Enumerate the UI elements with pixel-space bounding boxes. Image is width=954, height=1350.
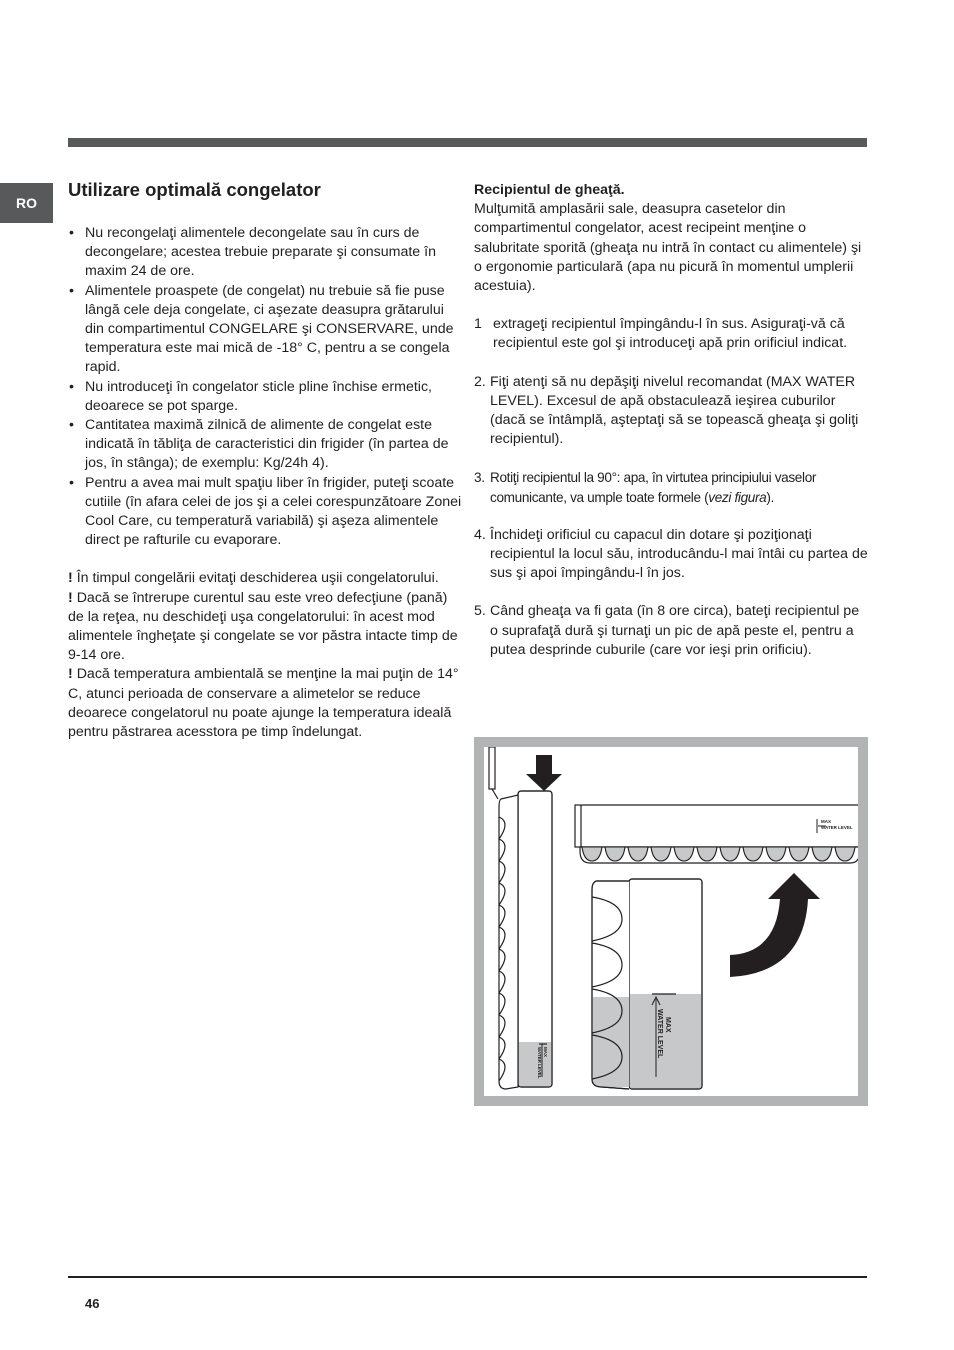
subsection-title: Recipientul de gheaţă.	[474, 182, 625, 198]
bottom-rule	[68, 1276, 867, 1278]
warnings-block	[68, 569, 463, 742]
right-column	[474, 181, 870, 660]
list-item: • Nu introduceţi în congelator sticle pline închise ermetic, deoarece se pot sparge.	[68, 378, 463, 416]
warning-mark: !	[68, 589, 73, 606]
water-level-label-horizontal: WATER LEVEL	[821, 825, 853, 830]
vertical-tray-large	[592, 879, 702, 1089]
step-3	[474, 468, 870, 506]
language-tab: RO	[0, 183, 53, 223]
step-text: Închideţi orificiul cu capacul din dotare şi poziţionaţi recipientul la locul său, introducându-l mai întâi cu partea de sus şi apoi împingându-l în jos.	[490, 526, 868, 582]
step-text: extrageţi recipientul împingându-l în sus. Asiguraţi-vă că recipientul este gol şi introduceţi apă prin orificiul indicat.	[493, 316, 848, 352]
warning-mark: !	[68, 666, 73, 683]
ice-tray-illustration	[484, 747, 858, 1096]
step-2	[474, 373, 870, 450]
figure-reference: vezi figura	[708, 489, 767, 505]
water-level-label-large: WATER LEVEL	[656, 1009, 663, 1059]
list-item: • Alimentele proaspete (de congelat) nu trebuie să fie puse lângă cele deja congelate, ci aşezate deasupra grătarului din compartimentul CONGELARE şi CONSERVARE, unde temperatura este mai mică de -18° C, pentru a se congela rapid.	[68, 282, 463, 378]
step-number: 4.	[474, 526, 486, 543]
max-label-large: MAX	[664, 1017, 671, 1033]
step-1	[474, 315, 870, 353]
warning-note: ! În timpul congelării evitaţi deschiderea uşii congelatorului.	[68, 570, 439, 587]
step-5	[474, 602, 870, 660]
max-label-horizontal: MAX	[821, 819, 831, 824]
top-rule	[68, 138, 867, 147]
intro-paragraph: Mulţumită amplasării sale, deasupra casetelor din compartimentul congelator, acest recipeint menţine o salubritate sporită (gheaţa nu intră în contact cu alimentele) şi o ergonomie particulară (apa nu picură în momentul umplerii acestuia).	[474, 201, 862, 295]
max-label-small: MAX	[543, 1047, 548, 1057]
step-text: Rotiţi recipientul la 90°: apa, în virtutea principiului vaselor comunicante, va umple toate formele (vezi figura).	[490, 470, 817, 505]
water-level-label-small: WATER LEVEL	[537, 1047, 542, 1079]
page-number: 46	[85, 1296, 100, 1311]
step-number: 3.	[474, 470, 485, 486]
list-item: • Nu recongelaţi alimentele decongelate sau în curs de decongelare; acestea trebuie preparate şi consumate în maxim 24 de ore.	[68, 224, 463, 282]
figure-canvas	[484, 747, 858, 1096]
warning-note: ! Dacă se întrerupe curentul sau este vreo defecţiune (pană) de la reţea, nu deschideţi uşa congelatorului: în acest mod alimentele îngheţate şi congelate se vor păstra intacte timp de 9-14 ore.	[68, 589, 458, 664]
tips-list	[68, 224, 463, 550]
list-item: • Cantitatea maximă zilnică de alimente de congelat este indicată în tăbliţa de caracteristici din frigider (în partea de jos, în stânga); de exemplu: Kg/24h 4).	[68, 416, 463, 474]
left-column	[68, 178, 463, 742]
warning-note: ! Dacă temperatura ambientală se menţine la mai puţin de 14° C, atunci perioada de conservare a alimetelor se reduce deoarece congelatorul nu poate ajunge la temperatura ideală pentru păstrarea acesstora pe timp îndelungat.	[68, 666, 459, 741]
ice-tray-figure	[474, 737, 868, 1106]
step-text: Când gheaţa va fi gata (în 8 ore circa), bateţi recipientul pe o suprafaţă dură şi turnaţi un pic de apă peste el, pentru a putea desprinde cuburile (care vor ieşi prin orificiu).	[490, 603, 860, 658]
vertical-tray-left	[489, 747, 552, 1089]
step-number: 1	[474, 316, 482, 333]
step-text: Fiţi atenţi să nu depăşiţi nivelul recomandat (MAX WATER LEVEL). Excesul de apă obstaculează ieşirea cuburilor (dacă se întâmplă, aşteptaţi să se topească gheaţa şi goliţi recipientul).	[490, 373, 859, 448]
section-title: Utilizare optimală congelator	[68, 179, 321, 200]
warning-mark: !	[68, 570, 73, 587]
step-4	[474, 526, 870, 584]
down-arrow-icon	[526, 755, 562, 791]
step-number: 2.	[474, 373, 486, 390]
step-number: 5.	[474, 603, 486, 620]
list-item: • Pentru a avea mai mult spaţiu liber în frigider, puteţi scoate cutiile (în afara celei de jos şi a celei corespunzătoare Zonei Cool Care, cu temperatură variabilă) şi aşeza alimentele direct pe rafturile cu evaporare.	[68, 474, 463, 551]
curved-arrow-icon	[730, 873, 820, 977]
